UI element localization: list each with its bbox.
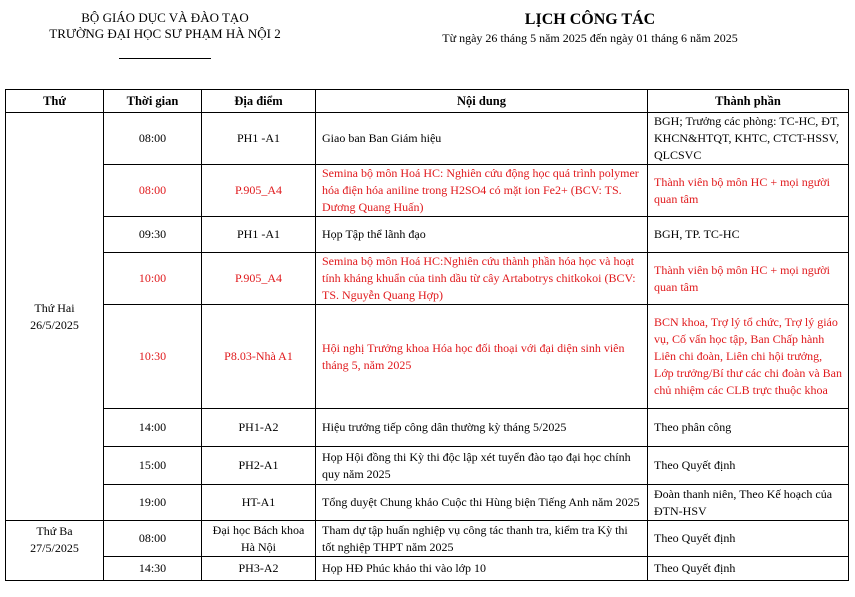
table-row: [6, 217, 849, 253]
table-row: [6, 305, 849, 409]
time-cell: 10:30: [104, 305, 202, 409]
time-cell: 14:30: [104, 557, 202, 581]
content-cell: Semina bộ môn Hoá HC:Nghiên cứu thành phần hóa học và hoạt tính kháng khuẩn của tinh dầu từ cây Artabotrys chitkokoi (BCV: TS. Nguyễn Quang Hợp): [316, 253, 648, 305]
table-row: [6, 557, 849, 581]
table-row: [6, 521, 849, 557]
place-cell: PH1 -A1: [202, 217, 316, 253]
day-date: 26/5/2025: [30, 317, 79, 332]
members-cell: Thành viên bộ môn HC + mọi người quan tâm: [648, 165, 849, 217]
day-cell-tuesday: [6, 521, 104, 581]
members-cell: Theo phân công: [648, 409, 849, 447]
place-cell: P.905_A4: [202, 253, 316, 305]
place-cell: PH1 -A1: [202, 113, 316, 165]
ministry-name: BỘ GIÁO DỤC VÀ ĐÀO TẠO: [81, 10, 249, 25]
day-date: 27/5/2025: [30, 541, 79, 555]
day-name: Thứ Ba: [36, 524, 73, 538]
members-cell: Đoàn thanh niên, Theo Kế hoạch của ĐTN-HSV: [648, 485, 849, 521]
time-cell: 08:00: [104, 165, 202, 217]
schedule-table: [5, 89, 849, 581]
members-cell: Theo Quyết định: [648, 447, 849, 485]
day-cell-monday: [6, 113, 104, 521]
header-underline: [119, 58, 211, 59]
date-range: Từ ngày 26 tháng 5 năm 2025 đến ngày 01 tháng 6 năm 2025: [442, 31, 738, 45]
content-cell: Tổng duyệt Chung khảo Cuộc thi Hùng biện Tiếng Anh năm 2025: [316, 485, 648, 521]
table-row: [6, 447, 849, 485]
content-cell: Semina bộ môn Hoá HC: Nghiên cứu động học quá trình polymer hóa điện hóa aniline trong H2SO4 có mặt ion Fe2+ (BCV: TS. Dương Quang Huấn): [316, 165, 648, 217]
table-row: [6, 165, 849, 217]
place-cell: HT-A1: [202, 485, 316, 521]
time-cell: 08:00: [104, 113, 202, 165]
members-cell: Theo Quyết định: [648, 557, 849, 581]
time-cell: 10:00: [104, 253, 202, 305]
col-header-place: Địa điểm: [202, 90, 316, 113]
time-cell: 19:00: [104, 485, 202, 521]
col-header-day: Thứ: [6, 90, 104, 113]
members-cell: BCN khoa, Trợ lý tổ chức, Trợ lý giáo vụ, Cố vấn học tập, Ban Chấp hành Liên chi đoàn, Liên chi hội trưởng, Lớp trưởng/Bí thư các chi đoàn và Ban chủ nhiệm các CLB trực thuộc khoa: [648, 305, 849, 409]
content-cell: Giao ban Ban Giám hiệu: [316, 113, 648, 165]
table-row: [6, 485, 849, 521]
time-cell: 09:30: [104, 217, 202, 253]
university-name: TRƯỜNG ĐẠI HỌC SƯ PHẠM HÀ NỘI 2: [49, 26, 281, 41]
place-cell: PH2-A1: [202, 447, 316, 485]
content-cell: Hội nghị Trưởng khoa Hóa học đối thoại với đại diện sinh viên tháng 5, năm 2025: [316, 305, 648, 409]
place-cell: PH1-A2: [202, 409, 316, 447]
page-title: LỊCH CÔNG TÁC: [524, 11, 656, 28]
time-cell: 15:00: [104, 447, 202, 485]
day-name: Thứ Hai: [34, 300, 75, 315]
content-cell: Hiệu trưởng tiếp công dân thường kỳ tháng 5/2025: [316, 409, 648, 447]
content-cell: Họp HĐ Phúc khảo thi vào lớp 10: [316, 557, 648, 581]
table-row: [6, 113, 849, 165]
time-cell: 08:00: [104, 521, 202, 557]
content-cell: Tham dự tập huấn nghiệp vụ công tác thanh tra, kiểm tra Kỳ thi tốt nghiệp THPT năm 2025: [316, 521, 648, 557]
schedule-header: [400, 10, 780, 46]
table-row: [6, 409, 849, 447]
place-cell: P.905_A4: [202, 165, 316, 217]
col-header-time: Thời gian: [104, 90, 202, 113]
col-header-members: Thành phần: [648, 90, 849, 113]
table-header-row: [6, 90, 849, 113]
time-cell: 14:00: [104, 409, 202, 447]
members-cell: BGH, TP. TC-HC: [648, 217, 849, 253]
table-row: [6, 253, 849, 305]
content-cell: Họp Tập thể lãnh đạo: [316, 217, 648, 253]
col-header-content: Nội dung: [316, 90, 648, 113]
members-cell: Theo Quyết định: [648, 521, 849, 557]
place-cell: PH3-A2: [202, 557, 316, 581]
members-cell: Thành viên bộ môn HC + mọi người quan tâm: [648, 253, 849, 305]
place-cell: Đại học Bách khoa Hà Nội: [202, 521, 316, 557]
place-cell: P8.03-Nhà A1: [202, 305, 316, 409]
members-cell: BGH; Trưởng các phòng: TC-HC, ĐT, KHCN&HTQT, KHTC, CTCT-HSSV, QLCSVC: [648, 113, 849, 165]
content-cell: Họp Hội đồng thi Kỳ thi độc lập xét tuyển đào tạo đại học chính quy năm 2025: [316, 447, 648, 485]
org-header: [40, 10, 290, 59]
